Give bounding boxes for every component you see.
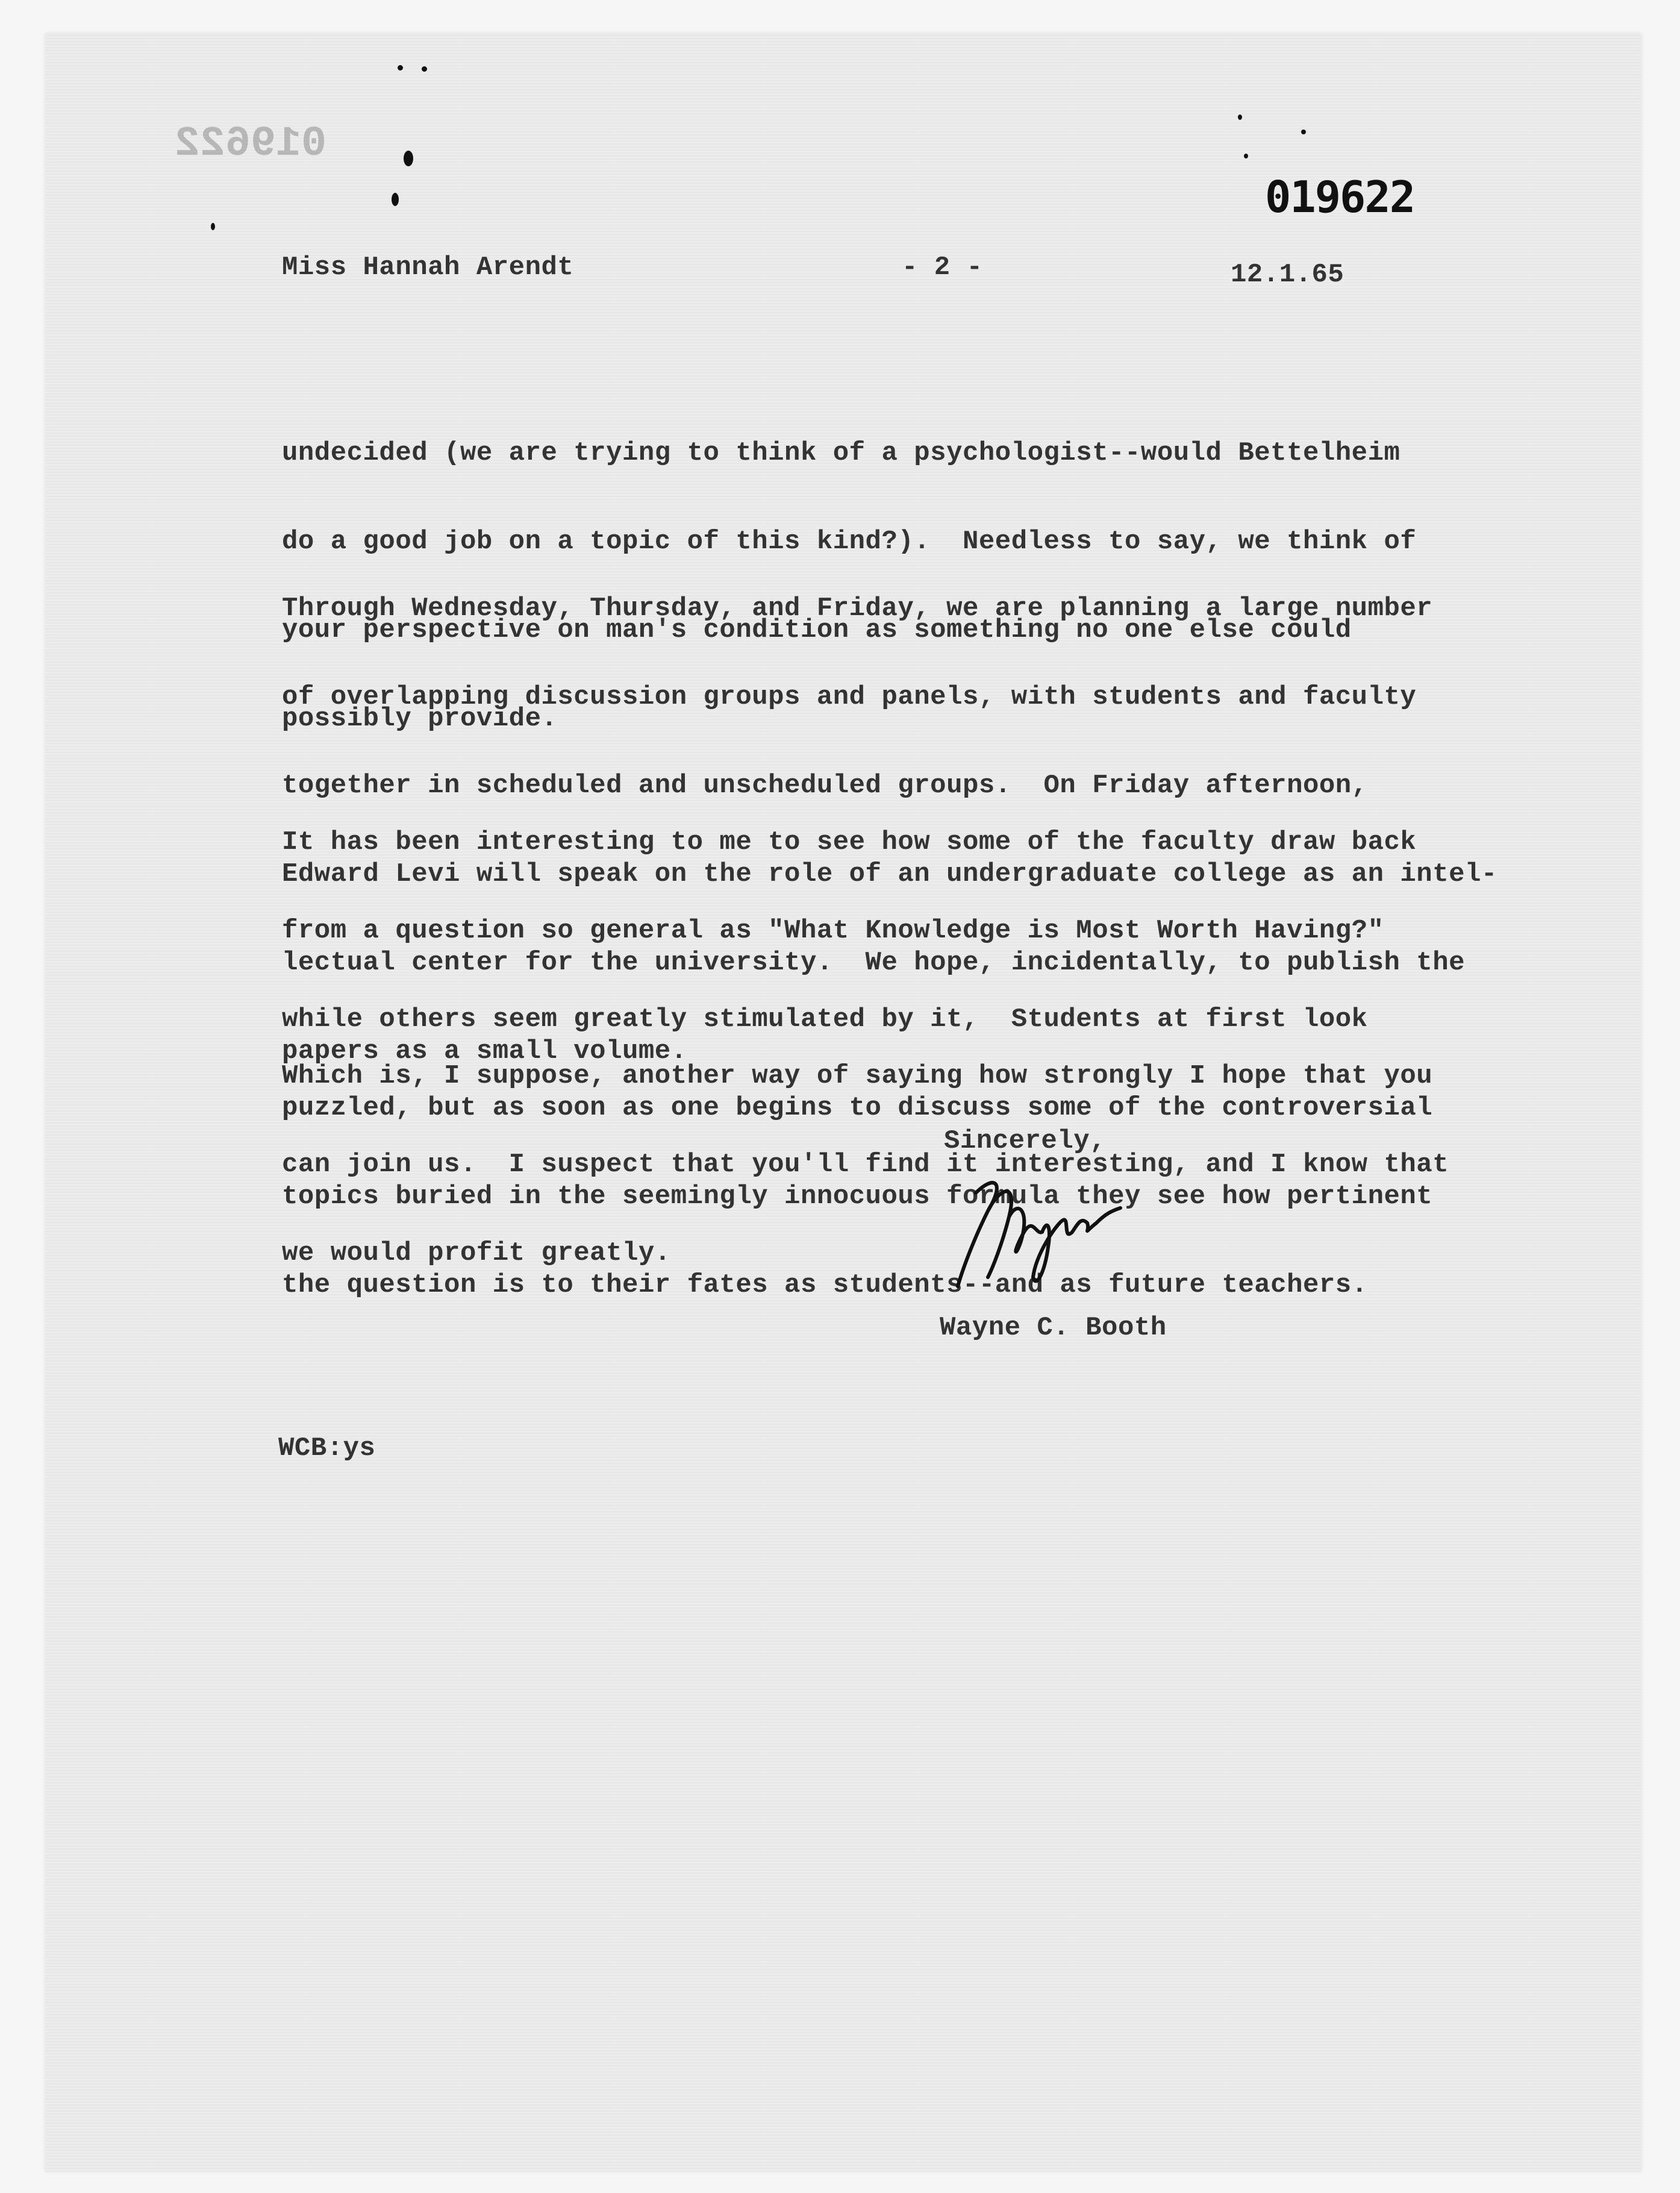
text-line: while others seem greatly stimulated by it, Students at first look xyxy=(282,1004,1368,1034)
ink-spot xyxy=(1238,114,1242,120)
text-line: can join us. I suspect that you'll find it interesting, and I know that xyxy=(282,1150,1449,1180)
signer-name: Wayne C. Booth xyxy=(940,1313,1167,1343)
text-line: topics buried in the seemingly innocuous formula they see how pertinent xyxy=(282,1181,1433,1212)
text-line: Edward Levi will speak on the role of an undergraduate college as an intel- xyxy=(282,859,1497,889)
paragraph-4 xyxy=(282,1003,1449,1298)
bleed-through-stamp: 019622 xyxy=(175,120,327,168)
handwritten-signature xyxy=(952,1175,1126,1295)
text-line: the question is to their fates as students--and as future teachers. xyxy=(282,1270,1368,1300)
text-line: do a good job on a topic of this kind?). Needless to say, we think of xyxy=(282,527,1417,557)
text-line: It has been interesting to me to see how some of the faculty draw back xyxy=(282,827,1417,857)
page-number: - 2 - xyxy=(902,252,983,283)
recipient-name: Miss Hannah Arendt xyxy=(282,252,574,283)
ink-spot xyxy=(1244,154,1248,158)
text-line: of overlapping discussion groups and panels, with students and faculty xyxy=(282,682,1417,712)
ink-spot xyxy=(422,66,427,72)
text-line: from a question so general as "What Knowledge is Most Worth Having?" xyxy=(282,916,1384,946)
ink-spot xyxy=(211,223,215,230)
ink-spot xyxy=(404,151,413,166)
letter-date: 12.1.65 xyxy=(1231,260,1344,290)
text-line: possibly provide. xyxy=(282,704,558,734)
text-line: lectual center for the university. We hope, incidentally, to publish the xyxy=(282,948,1466,978)
closing: Sincerely, xyxy=(944,1126,1107,1156)
text-line: puzzled, but as soon as one begins to discuss some of the controversial xyxy=(282,1093,1433,1123)
ink-spot xyxy=(1301,130,1306,134)
typist-initials: WCB:ys xyxy=(278,1433,376,1463)
text-line: Which is, I suppose, another way of saying how strongly I hope that you xyxy=(282,1061,1433,1091)
text-line: your perspective on man's condition as something no one else could xyxy=(282,615,1352,645)
text-line: papers as a small volume. xyxy=(282,1036,687,1066)
text-line: we would profit greatly. xyxy=(282,1238,671,1268)
text-line: Through Wednesday, Thursday, and Friday, we are planning a large number xyxy=(282,593,1433,624)
ink-spot xyxy=(398,65,403,70)
text-line: undecided (we are trying to think of a psychologist--would Bettelheim xyxy=(282,438,1401,468)
ink-spot xyxy=(392,193,399,206)
text-line: together in scheduled and unscheduled groups. On Friday afternoon, xyxy=(282,771,1368,801)
document-number-stamp: 019622 xyxy=(1265,172,1415,222)
